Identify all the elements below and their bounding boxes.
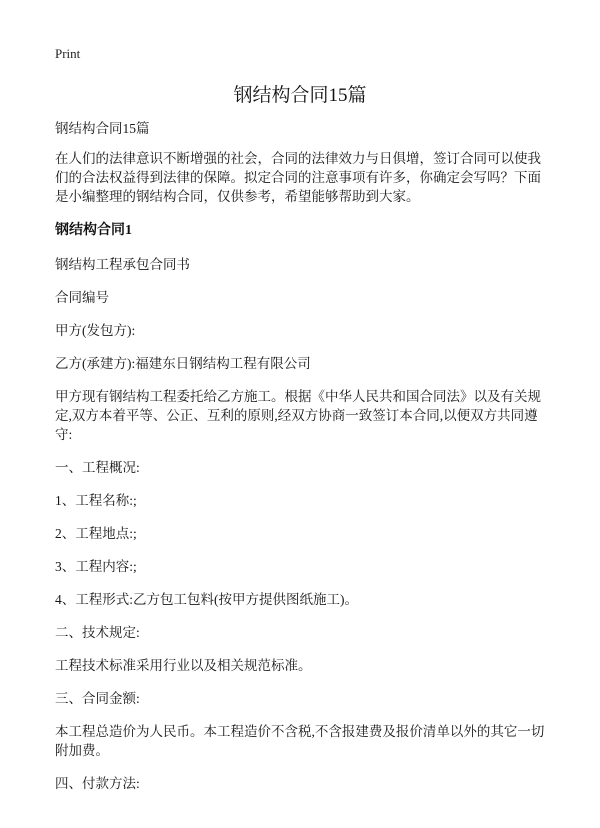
contract-book-title: 钢结构工程承包合同书 (55, 257, 190, 272)
party-b-label: 乙方(承建方):福建东日钢结构工程有限公司 (55, 356, 311, 371)
clause-heading-technical: 二、技术规定: (55, 625, 140, 640)
print-link[interactable]: Print (55, 46, 81, 61)
page-title: 钢结构合同15篇 (233, 85, 367, 106)
clause-item-project-location: 2、工程地点:; (55, 526, 137, 541)
clause-item-project-name: 1、工程名称:; (55, 493, 137, 508)
clause-item-project-content: 3、工程内容:; (55, 559, 137, 574)
intro-paragraph: 在人们的法律意识不断增强的社会，合同的法律效力与日俱增，签订合同可以使我们的合法权益得到法律的保障。拟定合同的注意事项有许多，你确定会写吗？下面是小编整理的钢结构合同，仅供参考，希望能够帮助到大家。 (55, 151, 541, 204)
clause-heading-overview: 一、工程概况: (55, 460, 140, 475)
clause-heading-payment: 四、付款方法: (55, 776, 140, 791)
contract-amount-text: 本工程总造价为人民币。本工程造价不含税,不含报建费及报价清单以外的其它一切附加费。 (55, 724, 545, 758)
contract-preamble: 甲方现有钢结构工程委托给乙方施工。根据《中华人民共和国合同法》以及有关规定,双方本着平等、公正、互利的原则,经双方协商一致签订本合同,以便双方共同遵守: (55, 389, 541, 442)
clause-heading-amount: 三、合同金额: (55, 691, 140, 706)
document-subtitle: 钢结构合同15篇 (55, 121, 150, 136)
section-heading: 钢结构合同1 (55, 223, 132, 238)
party-a-label: 甲方(发包方): (55, 323, 136, 338)
technical-standard-text: 工程技术标准采用行业以及相关规范标准。 (55, 658, 312, 673)
clause-item-project-form: 4、工程形式:乙方包工包料(按甲方提供图纸施工)。 (55, 592, 358, 607)
contract-number-label: 合同编号 (55, 290, 109, 305)
document-body (55, 119, 552, 807)
